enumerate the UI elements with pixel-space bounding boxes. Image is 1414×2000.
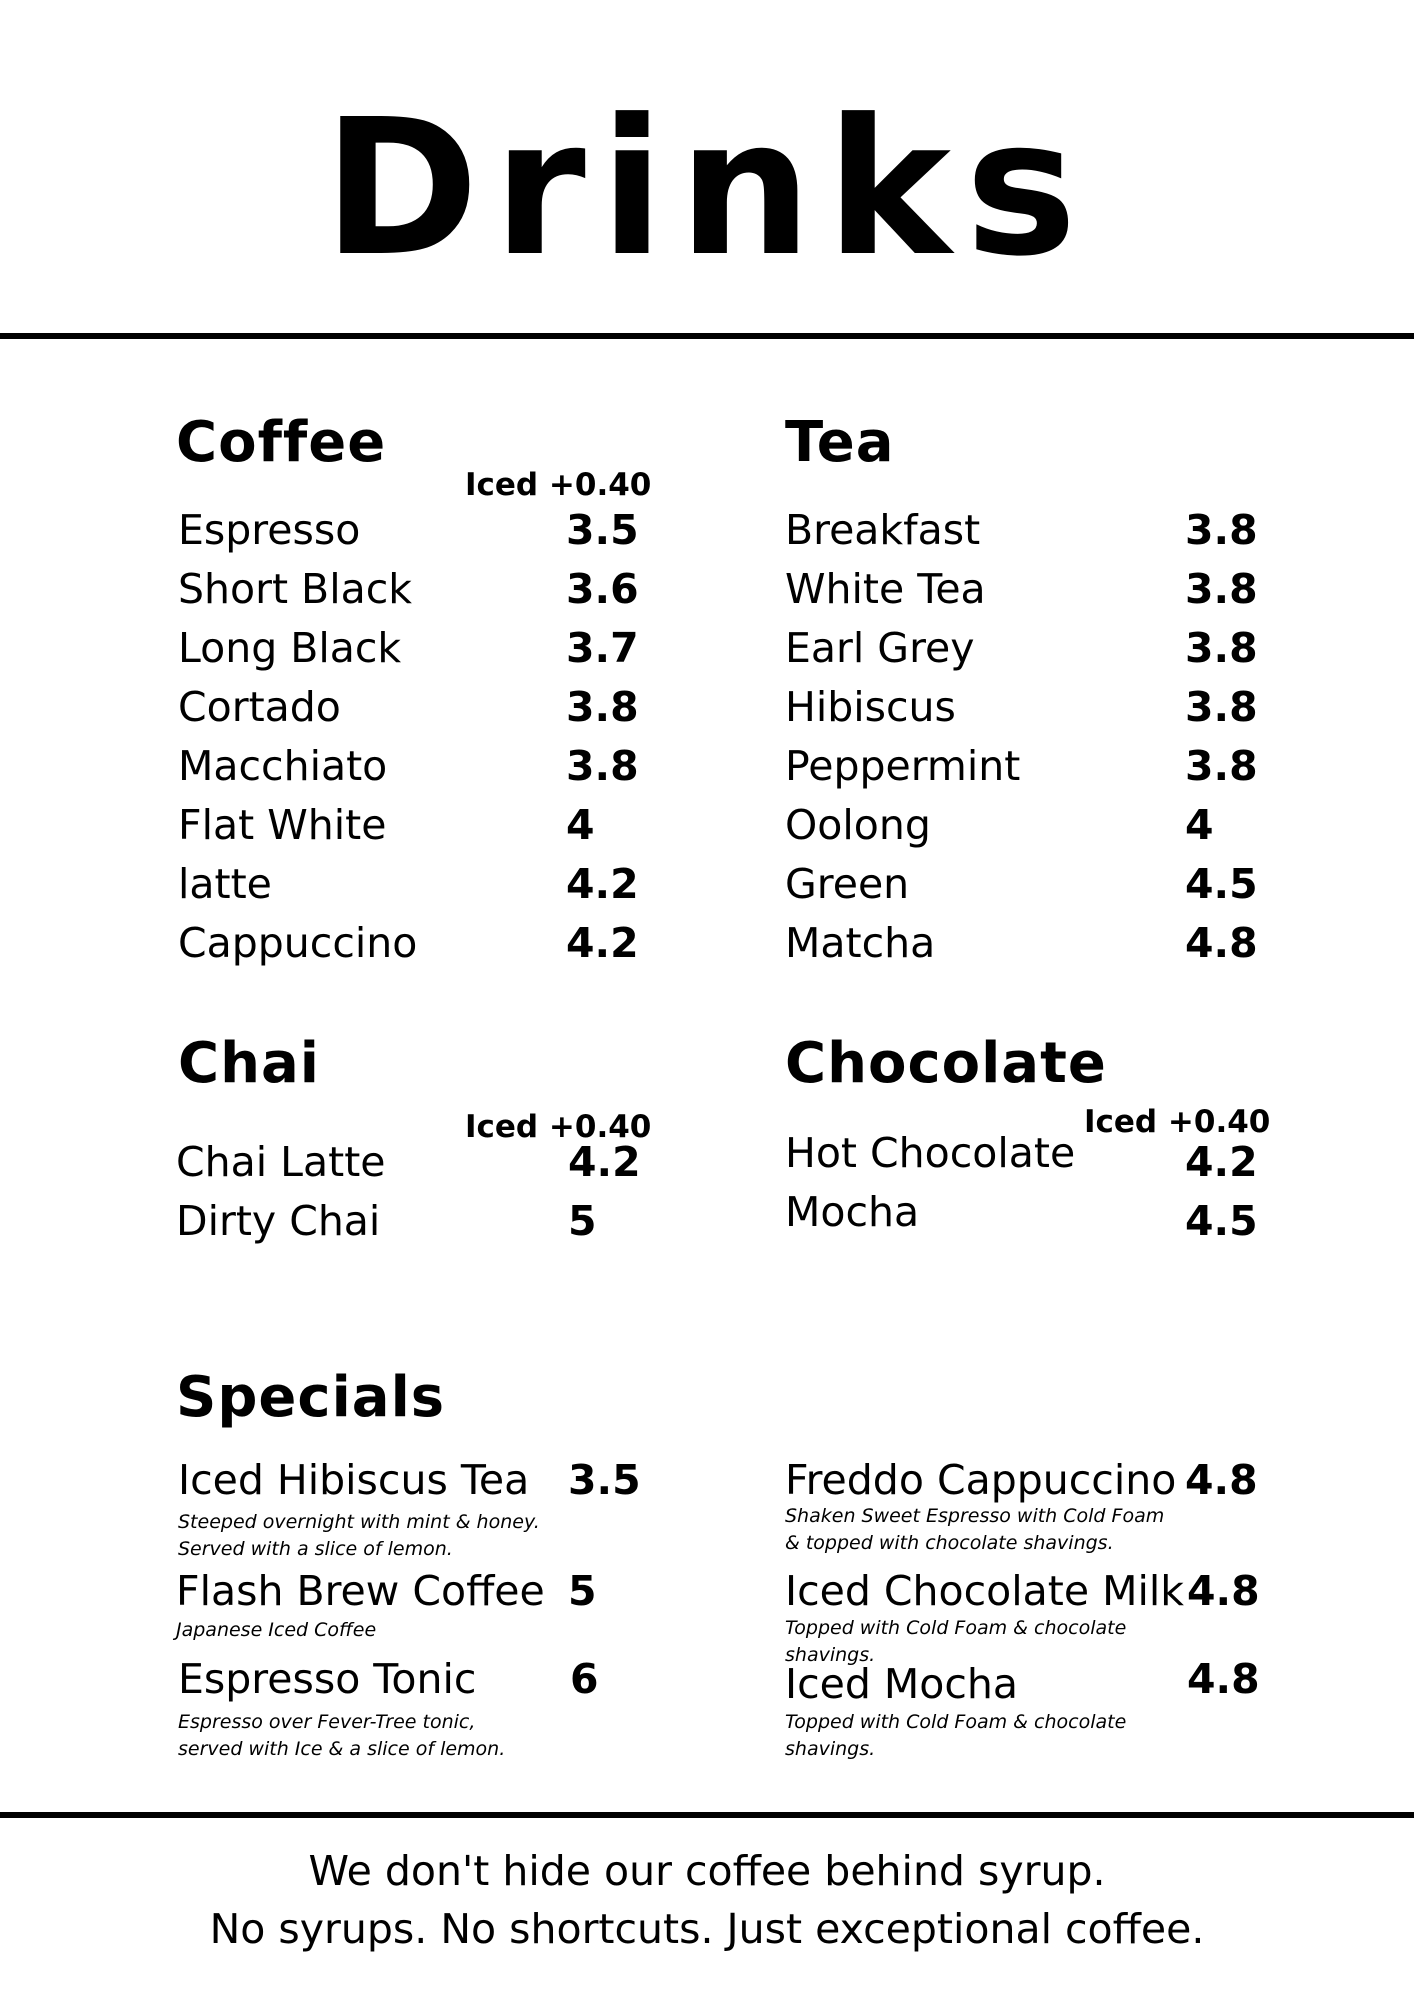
special-item-description: Topped with Cold Foam & chocolate bbox=[785, 1711, 1127, 1733]
special-item-description: Japanese Iced Coffee bbox=[176, 1619, 377, 1641]
coffee-item-price: 3.6 bbox=[566, 565, 639, 613]
tea-item-name: Oolong bbox=[785, 801, 931, 849]
special-item-description: Served with a slice of lemon. bbox=[178, 1538, 453, 1560]
bottom-divider bbox=[0, 1812, 1414, 1818]
special-item-name: Espresso Tonic bbox=[178, 1655, 477, 1703]
top-divider bbox=[0, 333, 1414, 339]
footer-tagline-line2: No syrups. No shortcuts. Just exceptional coffee. bbox=[209, 1905, 1205, 1953]
special-item-price: 4.8 bbox=[1187, 1655, 1260, 1703]
special-item-name: Freddo Cappuccino bbox=[785, 1456, 1177, 1504]
chocolate-item-price: 4.2 bbox=[1185, 1138, 1258, 1186]
tea-item-price: 3.8 bbox=[1185, 624, 1258, 672]
tea-heading: Tea bbox=[785, 410, 895, 475]
special-item-name: Iced Chocolate Milk bbox=[785, 1567, 1184, 1615]
coffee-item-name: Long Black bbox=[178, 624, 402, 672]
special-item-price: 5 bbox=[568, 1567, 597, 1615]
coffee-item-price: 3.5 bbox=[566, 506, 639, 554]
chai-heading: Chai bbox=[178, 1031, 320, 1096]
special-item-name: Iced Hibiscus Tea bbox=[178, 1456, 530, 1504]
tea-item-price: 3.8 bbox=[1185, 565, 1258, 613]
special-item-description: Espresso over Fever-Tree tonic, bbox=[178, 1711, 476, 1733]
chocolate-item-name: Mocha bbox=[785, 1188, 920, 1236]
menu-title: Drinks bbox=[323, 79, 1091, 298]
tea-item-price: 4.5 bbox=[1185, 860, 1258, 908]
coffee-item-price: 4 bbox=[566, 801, 595, 849]
chai-item-price: 5 bbox=[568, 1197, 597, 1245]
special-item-description: served with Ice & a slice of lemon. bbox=[178, 1738, 506, 1760]
chai-iced-note: Iced +0.40 bbox=[465, 1109, 652, 1145]
coffee-item-price: 4.2 bbox=[566, 860, 639, 908]
chai-item-name: Chai Latte bbox=[176, 1138, 386, 1186]
tea-item-price: 4 bbox=[1185, 801, 1214, 849]
chocolate-iced-note: Iced +0.40 bbox=[1084, 1104, 1271, 1140]
special-item-description: Steeped overnight with mint & honey. bbox=[178, 1511, 540, 1533]
tea-item-price: 3.8 bbox=[1185, 683, 1258, 731]
special-item-price: 3.5 bbox=[568, 1456, 641, 1504]
tea-item-name: Green bbox=[785, 860, 910, 908]
tea-item-name: Peppermint bbox=[785, 742, 1021, 790]
coffee-item-name: Flat White bbox=[178, 801, 387, 849]
coffee-item-price: 3.8 bbox=[566, 742, 639, 790]
chocolate-item-price: 4.5 bbox=[1185, 1197, 1258, 1245]
coffee-item-name: Cappuccino bbox=[178, 919, 418, 967]
chocolate-item-name: Hot Chocolate bbox=[785, 1129, 1076, 1177]
special-item-name: Iced Mocha bbox=[785, 1660, 1019, 1708]
coffee-item-price: 3.8 bbox=[566, 683, 639, 731]
tea-item-name: Breakfast bbox=[785, 506, 981, 554]
chai-item-price: 4.2 bbox=[568, 1138, 641, 1186]
special-item-price: 4.8 bbox=[1185, 1456, 1258, 1504]
special-item-description: shavings. bbox=[785, 1644, 876, 1666]
special-item-description: shavings. bbox=[785, 1738, 876, 1760]
tea-item-name: Matcha bbox=[785, 919, 936, 967]
coffee-iced-note: Iced +0.40 bbox=[465, 467, 652, 503]
chai-item-name: Dirty Chai bbox=[176, 1197, 381, 1245]
tea-item-name: Hibiscus bbox=[785, 683, 956, 731]
tea-item-name: White Tea bbox=[785, 565, 986, 613]
special-item-name: Flash Brew Coffee bbox=[176, 1567, 545, 1615]
coffee-item-name: Espresso bbox=[178, 506, 361, 554]
coffee-item-name: latte bbox=[178, 860, 272, 908]
specials-heading: Specials bbox=[176, 1365, 446, 1430]
special-item-price: 4.8 bbox=[1187, 1567, 1260, 1615]
coffee-heading: Coffee bbox=[176, 410, 387, 475]
special-item-price: 6 bbox=[570, 1655, 599, 1703]
tea-item-price: 3.8 bbox=[1185, 742, 1258, 790]
special-item-description: Shaken Sweet Espresso with Cold Foam bbox=[785, 1505, 1165, 1527]
chocolate-heading: Chocolate bbox=[785, 1031, 1107, 1096]
coffee-item-name: Short Black bbox=[178, 565, 412, 613]
coffee-item-name: Cortado bbox=[178, 683, 341, 731]
tea-item-price: 4.8 bbox=[1185, 919, 1258, 967]
tea-item-price: 3.8 bbox=[1185, 506, 1258, 554]
tea-item-name: Earl Grey bbox=[785, 624, 975, 672]
special-item-description: & topped with chocolate shavings. bbox=[785, 1532, 1114, 1554]
coffee-item-price: 4.2 bbox=[566, 919, 639, 967]
special-item-description: Topped with Cold Foam & chocolate bbox=[785, 1617, 1127, 1639]
footer-tagline-line1: We don't hide our coffee behind syrup. bbox=[308, 1847, 1106, 1895]
coffee-item-price: 3.7 bbox=[566, 624, 639, 672]
coffee-item-name: Macchiato bbox=[178, 742, 388, 790]
